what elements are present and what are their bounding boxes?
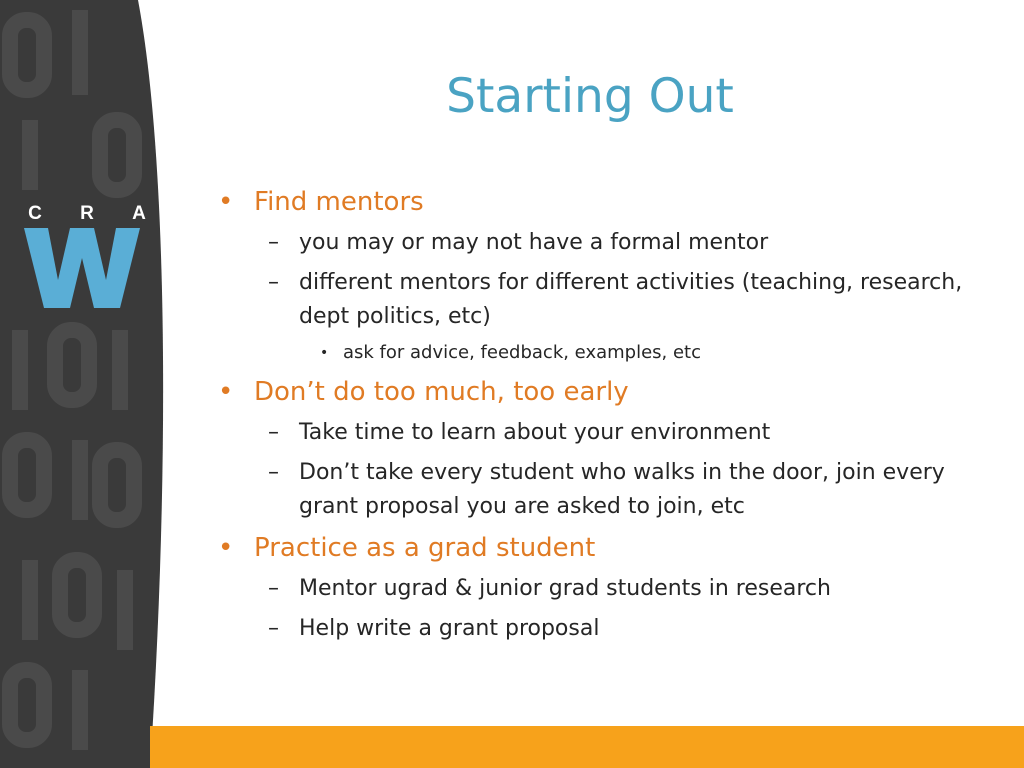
bullet-dash-icon: – <box>268 460 279 485</box>
bullet-dash-icon: – <box>268 616 279 641</box>
list-item <box>212 226 992 260</box>
item-text: Don’t take every student who walks in the door, join every grant proposal you are asked to join, etc <box>299 460 945 519</box>
logo-letter-a: A <box>132 203 146 224</box>
item-text: Mentor ugrad & junior grad students in research <box>299 576 831 601</box>
item-text: Take time to learn about your environment <box>299 420 771 445</box>
list-item <box>212 374 992 410</box>
list-item <box>212 340 992 366</box>
item-text: ask for advice, feedback, examples, etc <box>343 342 702 363</box>
bullet-dot-icon: • <box>320 345 329 361</box>
bullet-dot-icon: • <box>218 187 234 217</box>
bullet-dash-icon: – <box>268 576 279 601</box>
footer-accent-bar <box>150 726 1024 768</box>
bullet-dot-icon: • <box>218 377 234 407</box>
bullet-dash-icon: – <box>268 230 279 255</box>
item-text: Practice as a grad student <box>254 533 596 563</box>
list-item <box>212 572 992 606</box>
logo-letter-r: R <box>80 203 94 224</box>
logo-letters <box>24 204 150 224</box>
list-item <box>212 612 992 646</box>
logo-letter-c: C <box>28 203 42 224</box>
cra-w-logo <box>18 204 148 314</box>
list-item <box>212 184 992 220</box>
side-decor-panel <box>0 0 175 768</box>
item-text: Find mentors <box>254 187 424 217</box>
item-text: different mentors for different activities (teaching, research, dept politics, etc) <box>299 270 963 329</box>
bullet-dash-icon: – <box>268 420 279 445</box>
binary-pattern-graphic <box>0 0 175 768</box>
bullet-dot-icon: • <box>218 533 234 563</box>
item-text: you may or may not have a formal mentor <box>299 230 769 255</box>
item-text: Don’t do too much, too early <box>254 377 629 407</box>
list-item <box>212 266 992 334</box>
item-text: Help write a grant proposal <box>299 616 600 641</box>
list-item <box>212 456 992 524</box>
logo-w-mark <box>24 228 140 308</box>
list-item <box>212 416 992 450</box>
bullet-dash-icon: – <box>268 270 279 295</box>
slide-title: Starting Out <box>446 69 734 124</box>
slide-content <box>212 184 992 652</box>
list-item <box>212 530 992 566</box>
